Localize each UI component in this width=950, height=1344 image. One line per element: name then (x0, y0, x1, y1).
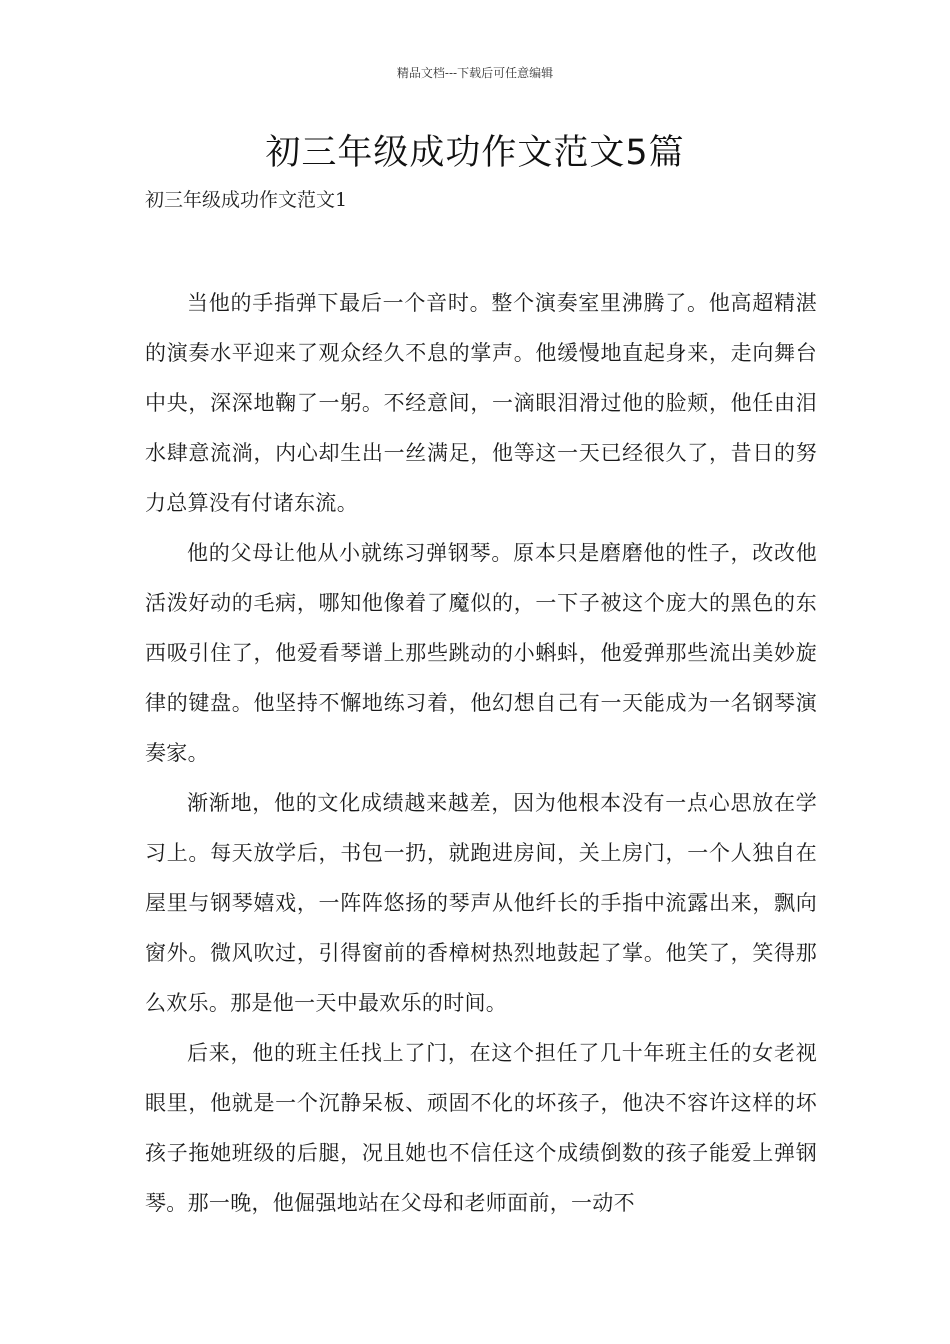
header-note: 精品文档---下载后可任意编辑 (396, 66, 554, 80)
paragraph: 后来，他的班主任找上了门，在这个担任了几十年班主任的女老视眼里，他就是一个沉静呆板、顽固不化的坏孩子，他决不容许这样的坏孩子拖她班级的后腿，况且她也不信任这个成绩倒数的孩子能爱上弹钢琴。那一晚，他倔强地站在父母和老师面前，一动不 (145, 1041, 817, 1215)
article-body (145, 278, 817, 1228)
section-subtitle: 初三年级成功作文范文1 (145, 189, 348, 211)
paragraph: 当他的手指弹下最后一个音时。整个演奏室里沸腾了。他高超精湛的演奏水平迎来了观众经久不息的掌声。他缓慢地直起身来，走向舞台中央，深深地鞠了一躬。不经意间，一滴眼泪滑过他的脸颊，他任由泪水肆意流淌，内心却生出一丝满足，他等这一天已经很久了，昔日的努力总算没有付诸东流。 (145, 291, 817, 515)
paragraph: 他的父母让他从小就练习弹钢琴。原本只是磨磨他的性子，改改他活泼好动的毛病，哪知他像着了魔似的，一下子被这个庞大的黑色的东西吸引住了，他爱看琴谱上那些跳动的小蝌蚪，他爱弹那些流出美妙旋律的键盘。他坚持不懈地练习着，他幻想自己有一天能成为一名钢琴演奏家。 (145, 541, 817, 765)
paragraph: 渐渐地，他的文化成绩越来越差，因为他根本没有一点心思放在学习上。每天放学后，书包一扔，就跑进房间，关上房门，一个人独自在屋里与钢琴嬉戏，一阵阵悠扬的琴声从他纤长的手指中流露出来，飘向窗外。微风吹过，引得窗前的香樟树热烈地鼓起了掌。他笑了，笑得那么欢乐。那是他一天中最欢乐的时间。 (145, 791, 817, 1015)
document-title: 初三年级成功作文范文5篇 (265, 133, 685, 173)
